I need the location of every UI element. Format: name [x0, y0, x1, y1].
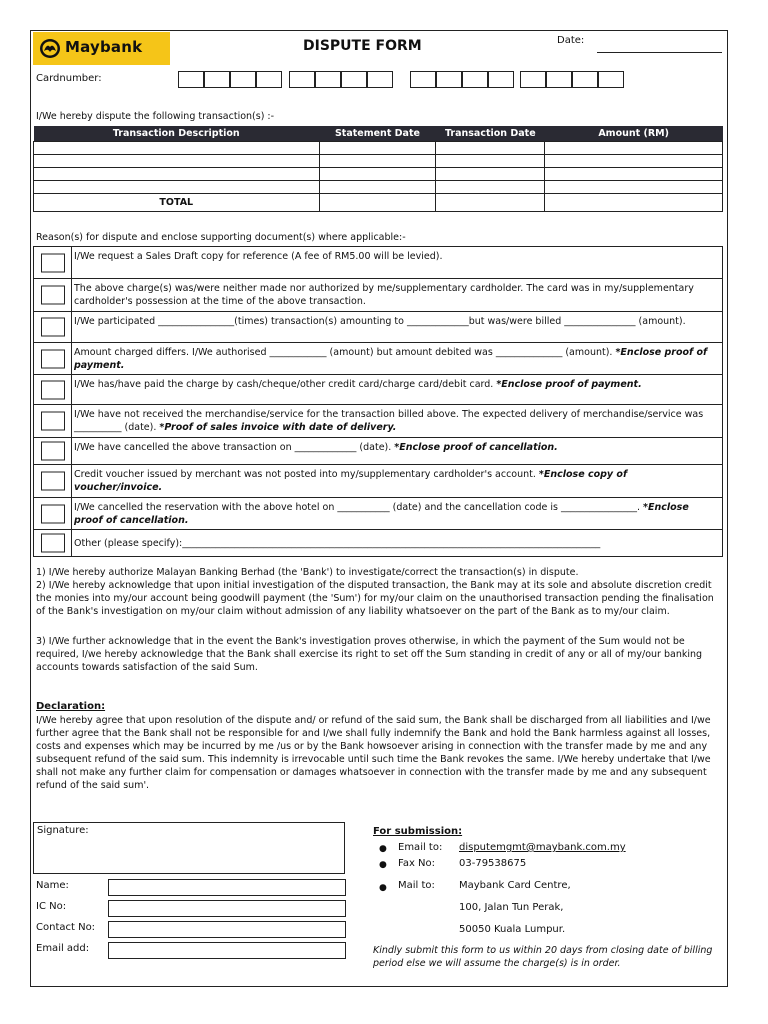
- name-label: Name:: [36, 880, 69, 891]
- total-label: TOTAL: [34, 194, 320, 212]
- reason-row: [34, 529, 722, 556]
- reason-checkbox[interactable]: [41, 253, 65, 272]
- cell[interactable]: [545, 181, 723, 194]
- tiger-emblem-icon: [39, 38, 61, 59]
- email-label: Email add:: [36, 943, 90, 954]
- declaration-heading: Declaration:: [36, 701, 106, 712]
- mail-label: Mail to:: [398, 880, 435, 891]
- card-digit-box[interactable]: [289, 71, 315, 88]
- reason-checkbox[interactable]: [41, 442, 65, 461]
- reason-text: Amount charged differs. I/We authorised ____________ (amount) but amount debited was ______________ (amount).: [74, 347, 616, 358]
- cell[interactable]: [436, 142, 545, 155]
- reason-text: I/We have not received the merchandise/service for the transaction billed above. The expected delivery of merchandise/service was __________ (date).: [74, 409, 704, 433]
- ic-label: IC No:: [36, 901, 67, 912]
- card-digit-box[interactable]: [367, 71, 393, 88]
- reason-row: [34, 497, 722, 529]
- reason-text: I/We request a Sales Draft copy for reference (A fee of RM5.00 will be levied).: [74, 251, 443, 262]
- reason-row: [34, 404, 722, 437]
- cell[interactable]: [319, 181, 436, 194]
- cell[interactable]: [34, 155, 320, 168]
- declaration-text: I/We hereby agree that upon resolution of the dispute and/ or refund of the said sum, the Bank shall be discharged from all liabilities and I/we further agree that the Bank shall not be responsible for and I/we shall fully indemnify the Bank and hold the Bank harmless against all losses, costs and expenses which may be incurred by me /us or by the Bank howsoever arising in connection with the transfer made by me and any subsequent refund of the said sum. This indemnity is irrevocable until such time the Bank revokes the same. I/We hereby undertake that I/we shall not make any further claim for compensation or damages whatsoever in connection with the transfer made by me and any subsequent refund of the said sum'.: [36, 715, 711, 791]
- col-amount: Amount (RM): [545, 126, 723, 142]
- table-row[interactable]: [34, 181, 723, 194]
- date-label: Date:: [557, 35, 585, 46]
- card-digit-box[interactable]: [410, 71, 436, 88]
- reason-row: [34, 437, 722, 464]
- table-row[interactable]: [34, 155, 723, 168]
- cell[interactable]: [34, 168, 320, 181]
- dispute-intro: I/We hereby dispute the following transaction(s) :-: [36, 111, 275, 122]
- col-transaction-description: Transaction Description: [34, 126, 320, 142]
- reason-note: *Enclose copy of voucher/invoice.: [74, 469, 628, 493]
- col-transaction-date: Transaction Date: [436, 126, 545, 142]
- email-to-label: Email to:: [398, 842, 443, 853]
- reason-text: Other (please specify):________________________________________________________________________________________: [74, 538, 601, 549]
- bullet-icon: ●: [379, 860, 387, 870]
- card-digit-box[interactable]: [230, 71, 256, 88]
- reason-checkbox[interactable]: [41, 286, 65, 305]
- reason-row: [34, 247, 722, 278]
- card-digit-box[interactable]: [546, 71, 572, 88]
- card-digit-box[interactable]: [488, 71, 514, 88]
- term-1: 1) I/We hereby authorize Malayan Banking Berhad (the 'Bank') to investigate/correct the transaction(s) in dispute.: [36, 567, 579, 578]
- table-header-row: [34, 126, 723, 142]
- reason-note: *Enclose proof of payment.: [496, 379, 642, 390]
- mail-line-3: 50050 Kuala Lumpur.: [459, 924, 566, 935]
- reason-text: I/We participated ________________(times) transaction(s) amounting to _____________but was/were billed _______________ (amount).: [74, 316, 686, 327]
- date-field[interactable]: [597, 52, 722, 53]
- reason-checkbox[interactable]: [41, 412, 65, 431]
- reason-checkbox[interactable]: [41, 534, 65, 553]
- reason-checkbox[interactable]: [41, 504, 65, 523]
- cell[interactable]: [545, 168, 723, 181]
- submission-note: Kindly submit this form to us within 20 days from closing date of billing period else we will assume the charge(s) is in order.: [373, 945, 713, 969]
- card-digit-box[interactable]: [178, 71, 204, 88]
- term-2: 2) I/We hereby acknowledge that upon initial investigation of the disputed transaction, the Bank may at its sole and absolute discretion credit the monies into my/our account being goodwill payment (the 'Sum') for my/our claim on the unauthorised transaction pending the finalisation of the Bank's investigation on my/our claim without admission of any liability whatsoever on the part of the Bank as to my/our claim.: [36, 580, 714, 617]
- fax-value: 03-79538675: [459, 858, 527, 869]
- reason-note: *Enclose proof of cancellation.: [394, 442, 558, 453]
- cell[interactable]: [319, 168, 436, 181]
- reasons-list: [33, 246, 723, 557]
- reason-checkbox[interactable]: [41, 318, 65, 337]
- cell[interactable]: [545, 142, 723, 155]
- cell[interactable]: [436, 181, 545, 194]
- cell[interactable]: [545, 155, 723, 168]
- card-digit-box[interactable]: [520, 71, 546, 88]
- cardnumber-label: Cardnumber:: [36, 73, 102, 84]
- reason-text: Credit voucher issued by merchant was not posted into my/supplementary cardholder's account.: [74, 469, 539, 480]
- mail-line-2: 100, Jalan Tun Perak,: [459, 902, 564, 913]
- term-3: 3) I/We further acknowledge that in the event the Bank's investigation proves otherwise, in which the payment of the Sum would not be required, I/we hereby acknowledge that the Bank shall exercise its right to set off the Sum standing in credit of any or all of my/our banking accounts towards satisfaction of the said Sum.: [36, 636, 703, 673]
- contact-field[interactable]: [108, 921, 346, 938]
- submission-heading: For submission:: [373, 826, 463, 837]
- reason-row: [34, 311, 722, 342]
- total-row: [34, 194, 723, 212]
- card-digit-box[interactable]: [598, 71, 624, 88]
- card-digit-box[interactable]: [462, 71, 488, 88]
- reason-checkbox[interactable]: [41, 380, 65, 399]
- card-digit-box[interactable]: [204, 71, 230, 88]
- reasons-intro: Reason(s) for dispute and enclose supporting document(s) where applicable:-: [36, 232, 406, 243]
- maybank-logo: [33, 32, 170, 65]
- reason-checkbox[interactable]: [41, 472, 65, 491]
- bullet-icon: ●: [379, 883, 387, 893]
- reason-row: [34, 278, 722, 311]
- card-digit-box[interactable]: [572, 71, 598, 88]
- signature-label: Signature:: [37, 825, 89, 836]
- reason-text: I/We have cancelled the above transaction on _____________ (date).: [74, 442, 395, 453]
- reason-row: [34, 464, 722, 497]
- email-link[interactable]: disputemgmt@maybank.com.my: [459, 842, 626, 853]
- table-row[interactable]: [34, 142, 723, 155]
- cell[interactable]: [436, 168, 545, 181]
- reason-checkbox[interactable]: [41, 349, 65, 368]
- brand-name: Maybank: [65, 38, 143, 56]
- transaction-table: [33, 126, 723, 212]
- reason-text: I/We cancelled the reservation with the above hotel on ___________ (date) and the cancellation code is ________________.: [74, 502, 644, 513]
- col-statement-date: Statement Date: [319, 126, 436, 142]
- card-digit-box[interactable]: [256, 71, 282, 88]
- contact-label: Contact No:: [36, 922, 96, 933]
- card-digit-box[interactable]: [436, 71, 462, 88]
- cell[interactable]: [34, 142, 320, 155]
- card-digit-box[interactable]: [315, 71, 341, 88]
- reason-text: The above charge(s) was/were neither made nor authorized by me/supplementary cardholder. The card was in my/supplementary cardholder's possession at the time of the above transaction.: [74, 283, 694, 307]
- card-digit-box[interactable]: [341, 71, 367, 88]
- reason-row: [34, 342, 722, 374]
- total-amount-cell[interactable]: [545, 194, 723, 212]
- reason-note: *Enclose proof of cancellation.: [74, 502, 689, 526]
- form-title: DISPUTE FORM: [303, 38, 422, 54]
- cell[interactable]: [436, 194, 545, 212]
- email-field[interactable]: [108, 942, 346, 959]
- table-row[interactable]: [34, 168, 723, 181]
- fax-label: Fax No:: [398, 858, 436, 869]
- ic-field[interactable]: [108, 900, 346, 917]
- cell[interactable]: [436, 155, 545, 168]
- signature-box[interactable]: [33, 822, 345, 874]
- reason-row: [34, 374, 722, 404]
- cell[interactable]: [319, 194, 436, 212]
- reason-note: *Proof of sales invoice with date of delivery.: [159, 422, 397, 433]
- bullet-icon: ●: [379, 844, 387, 854]
- reason-text: I/We has/have paid the charge by cash/cheque/other credit card/charge card/debit card.: [74, 379, 497, 390]
- name-field[interactable]: [108, 879, 346, 896]
- reason-note: *Enclose proof of payment.: [74, 347, 708, 371]
- cell[interactable]: [319, 155, 436, 168]
- cell[interactable]: [319, 142, 436, 155]
- mail-line-1: Maybank Card Centre,: [459, 880, 571, 891]
- cell[interactable]: [34, 181, 320, 194]
